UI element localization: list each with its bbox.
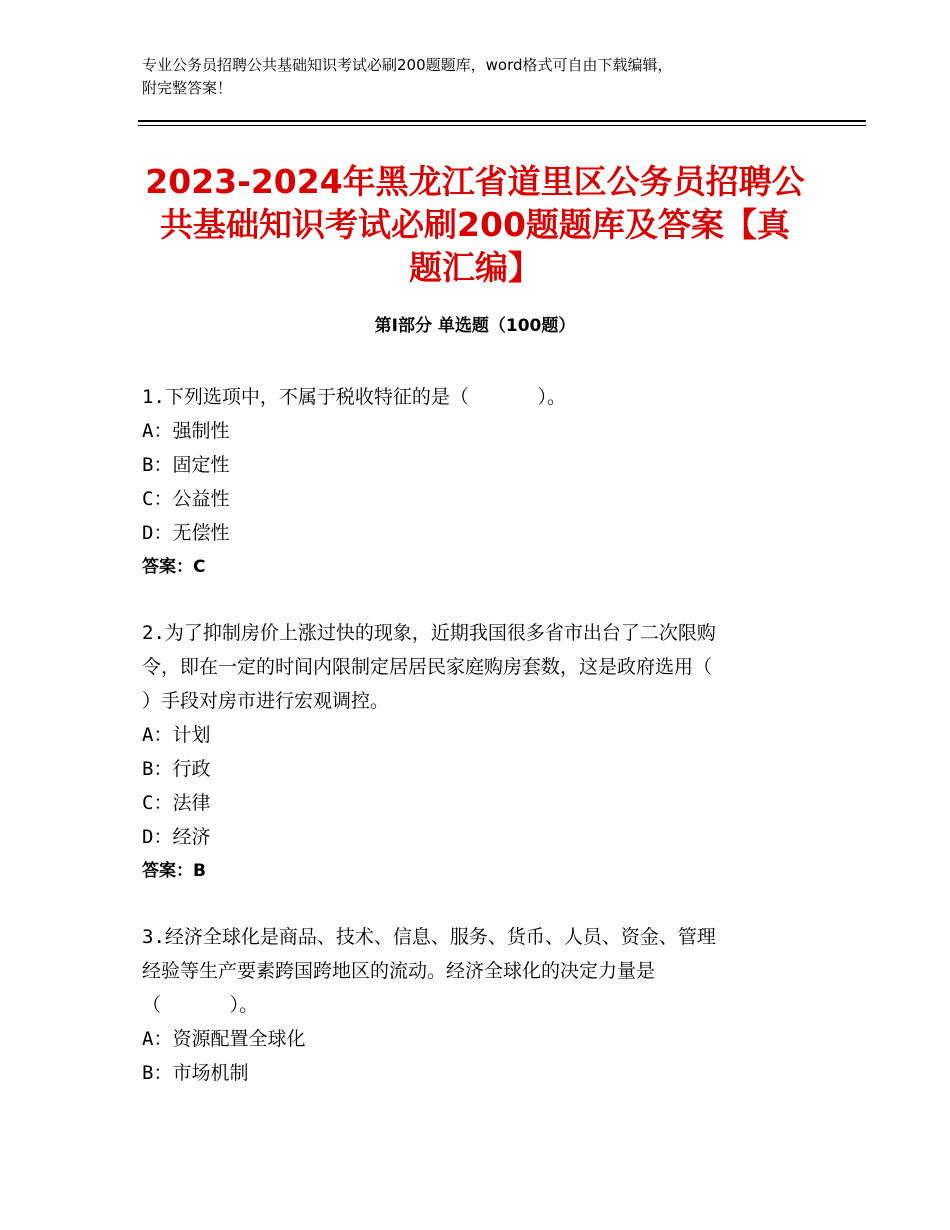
question-3: [142, 920, 802, 1090]
header-divider-thick: [138, 120, 866, 122]
question-stem: 1.下列选项中，不属于税收特征的是（ ）。: [142, 386, 567, 408]
header-note: [142, 54, 822, 100]
section-heading: 第Ⅰ部分 单选题（100题）: [374, 316, 576, 336]
question-stem-line-3: ）手段对房市进行宏观调控。: [142, 690, 390, 712]
option-c: C：法律: [142, 792, 211, 814]
option-b: B：市场机制: [142, 1062, 249, 1084]
question-stem-line-3: （ ）。: [142, 994, 259, 1016]
document-title: [120, 160, 830, 289]
title-line-3: 题汇编】: [409, 248, 541, 287]
question-stem-line-2: 令，即在一定的时间内限制定居居民家庭购房套数，这是政府选用（: [142, 656, 713, 678]
question-stem-line-1: 2.为了抑制房价上涨过快的现象，近期我国很多省市出台了二次限购: [142, 622, 716, 644]
question-spacer: [142, 888, 802, 920]
option-a: A：强制性: [142, 420, 230, 442]
question-list: [142, 380, 802, 1090]
question-2: [142, 616, 802, 888]
question-stem-line-1: 3.经济全球化是商品、技术、信息、服务、货币、人员、资金、管理: [142, 926, 716, 948]
option-d: D：无偿性: [142, 522, 230, 544]
answer: 答案：C: [142, 557, 206, 577]
option-b: B：行政: [142, 758, 211, 780]
option-a: A：计划: [142, 724, 211, 746]
header-note-line-1: 专业公务员招聘公共基础知识考试必刷200题题库，word格式可自由下载编辑，: [142, 56, 673, 74]
title-line-1: 2023-2024年黑龙江省道里区公务员招聘公: [145, 162, 805, 201]
option-b: B：固定性: [142, 454, 230, 476]
title-line-2: 共基础知识考试必刷200题题库及答案【真: [160, 205, 790, 244]
header-note-line-2: 附完整答案！: [142, 79, 233, 97]
header-divider-thin: [138, 125, 866, 126]
answer: 答案：B: [142, 861, 206, 881]
question-1: [142, 380, 802, 584]
option-a: A：资源配置全球化: [142, 1028, 306, 1050]
option-c: C：公益性: [142, 488, 230, 510]
question-stem-line-2: 经验等生产要素跨国跨地区的流动。经济全球化的决定力量是: [142, 960, 656, 982]
question-spacer: [142, 584, 802, 616]
option-d: D：经济: [142, 826, 211, 848]
